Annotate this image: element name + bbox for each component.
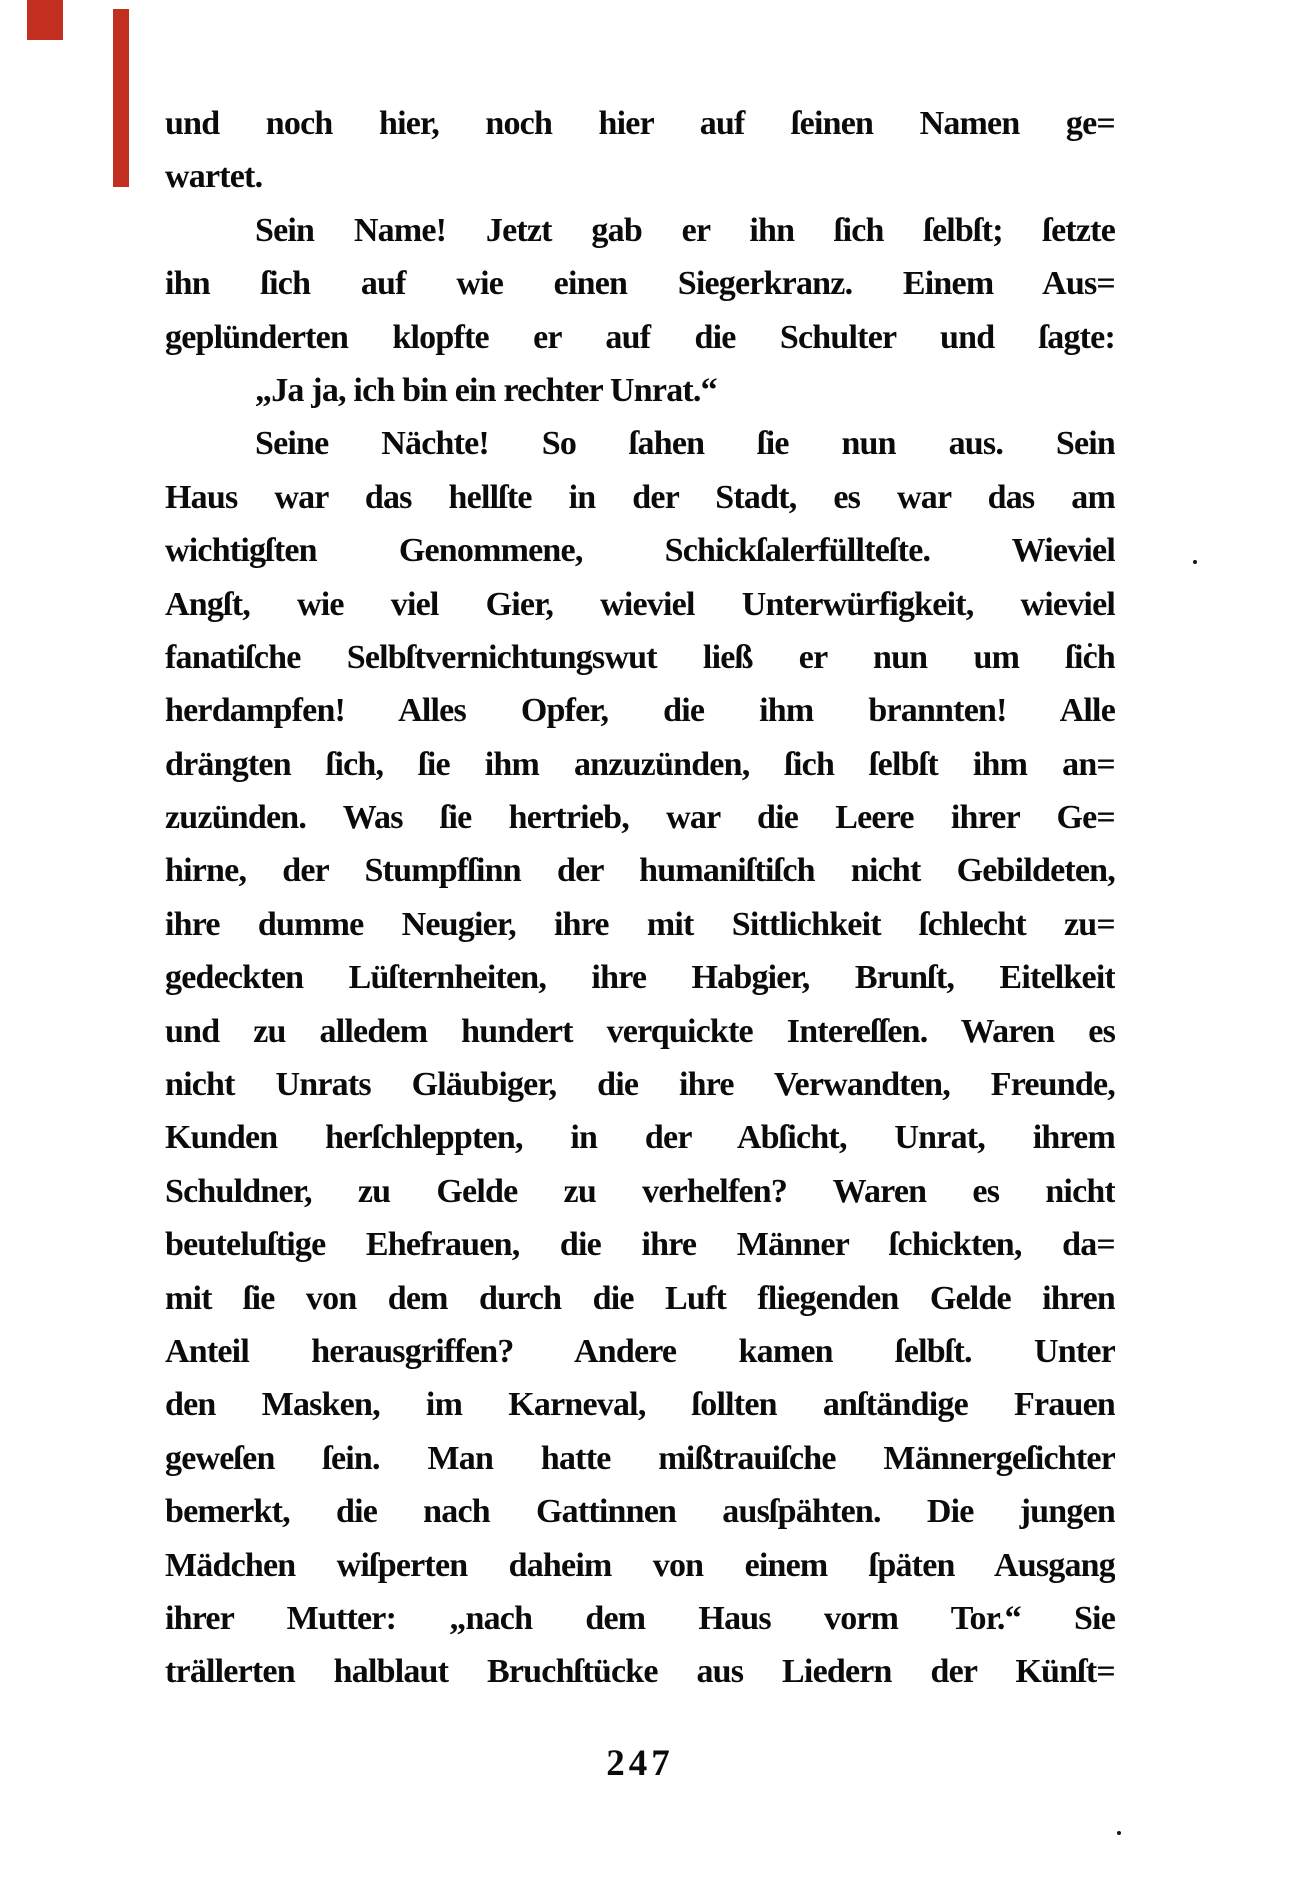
text-line: wartet. xyxy=(165,158,263,196)
text-line: und zu alledem hundert verquickte Intereſſen. Waren es xyxy=(165,1012,1115,1050)
text-line: drängten ſich, ſie ihm anzuzünden, ſich ſelbſt ihm an= xyxy=(165,745,1115,783)
text-line: trällerten halblaut Bruchſtücke aus Liedern der Künſt= xyxy=(165,1653,1115,1691)
text-line: wichtigſten Genommene, Schickſalerfüllteſte. Wieviel xyxy=(165,532,1115,570)
text-line: beuteluſtige Ehefrauen, die ihre Männer ſchickten, da= xyxy=(165,1226,1115,1264)
text-line: ihre dumme Neugier, ihre mit Sittlichkeit ſchlecht zu= xyxy=(165,905,1115,943)
scan-speck xyxy=(1193,560,1197,564)
text-line: geweſen ſein. Man hatte mißtrauiſche Männergeſichter xyxy=(165,1439,1115,1477)
text-line: Haus war das hellſte in der Stadt, es war das am xyxy=(165,478,1115,516)
text-line: Seine Nächte! So ſahen ſie nun aus. Sein xyxy=(255,425,1115,463)
text-line: Schuldner, zu Gelde zu verhelfen? Waren es nicht xyxy=(165,1172,1115,1210)
scan-speck xyxy=(1117,1831,1121,1835)
text-line: den Masken, im Karneval, ſollten anſtändige Frauen xyxy=(165,1386,1115,1424)
text-line: Mädchen wiſperten daheim von einem ſpäten Ausgang xyxy=(165,1546,1115,1584)
text-line: und noch hier, noch hier auf ſeinen Namen ge= xyxy=(165,105,1115,142)
red-margin-bar xyxy=(113,9,129,187)
text-line: nicht Unrats Gläubiger, die ihre Verwandten, Freunde, xyxy=(165,1066,1115,1104)
page-text xyxy=(165,97,1115,1699)
red-margin-mark xyxy=(27,0,63,40)
text-line: „Ja ja, ich bin ein rechter Unrat.“ xyxy=(255,371,717,409)
text-line: Angſt, wie viel Gier, wieviel Unterwürfigkeit, wieviel xyxy=(165,585,1115,623)
text-line: zuzünden. Was ſie hertrieb, war die Leere ihrer Ge= xyxy=(165,799,1115,837)
text-line: fanatiſche Selbſtvernichtungswut ließ er nun um ſich xyxy=(165,638,1115,676)
text-line: bemerkt, die nach Gattinnen ausſpähten. Die jungen xyxy=(165,1493,1115,1531)
text-line: ihn ſich auf wie einen Siegerkranz. Einem Aus= xyxy=(165,265,1115,303)
text-line: gedeckten Lüſternheiten, ihre Habgier, Brunſt, Eitelkeit xyxy=(165,959,1115,997)
text-line: Kunden herſchleppten, in der Abſicht, Unrat, ihrem xyxy=(165,1119,1115,1157)
text-line: herdampfen! Alles Opfer, die ihm brannten! Alle xyxy=(165,692,1115,730)
page-number: 247 xyxy=(606,1743,674,1784)
text-line: hirne, der Stumpfſinn der humaniſtiſch nicht Gebildeten, xyxy=(165,852,1115,890)
text-line: geplünderten klopfte er auf die Schulter und ſagte: xyxy=(165,318,1115,356)
text-line: Sein Name! Jetzt gab er ihn ſich ſelbſt; ſetzte xyxy=(255,211,1115,249)
text-line: mit ſie von dem durch die Luft fliegenden Gelde ihren xyxy=(165,1279,1115,1317)
text-line: Anteil herausgriffen? Andere kamen ſelbſt. Unter xyxy=(165,1332,1115,1370)
text-line: ihrer Mutter: „nach dem Haus vorm Tor.“ Sie xyxy=(165,1599,1115,1637)
